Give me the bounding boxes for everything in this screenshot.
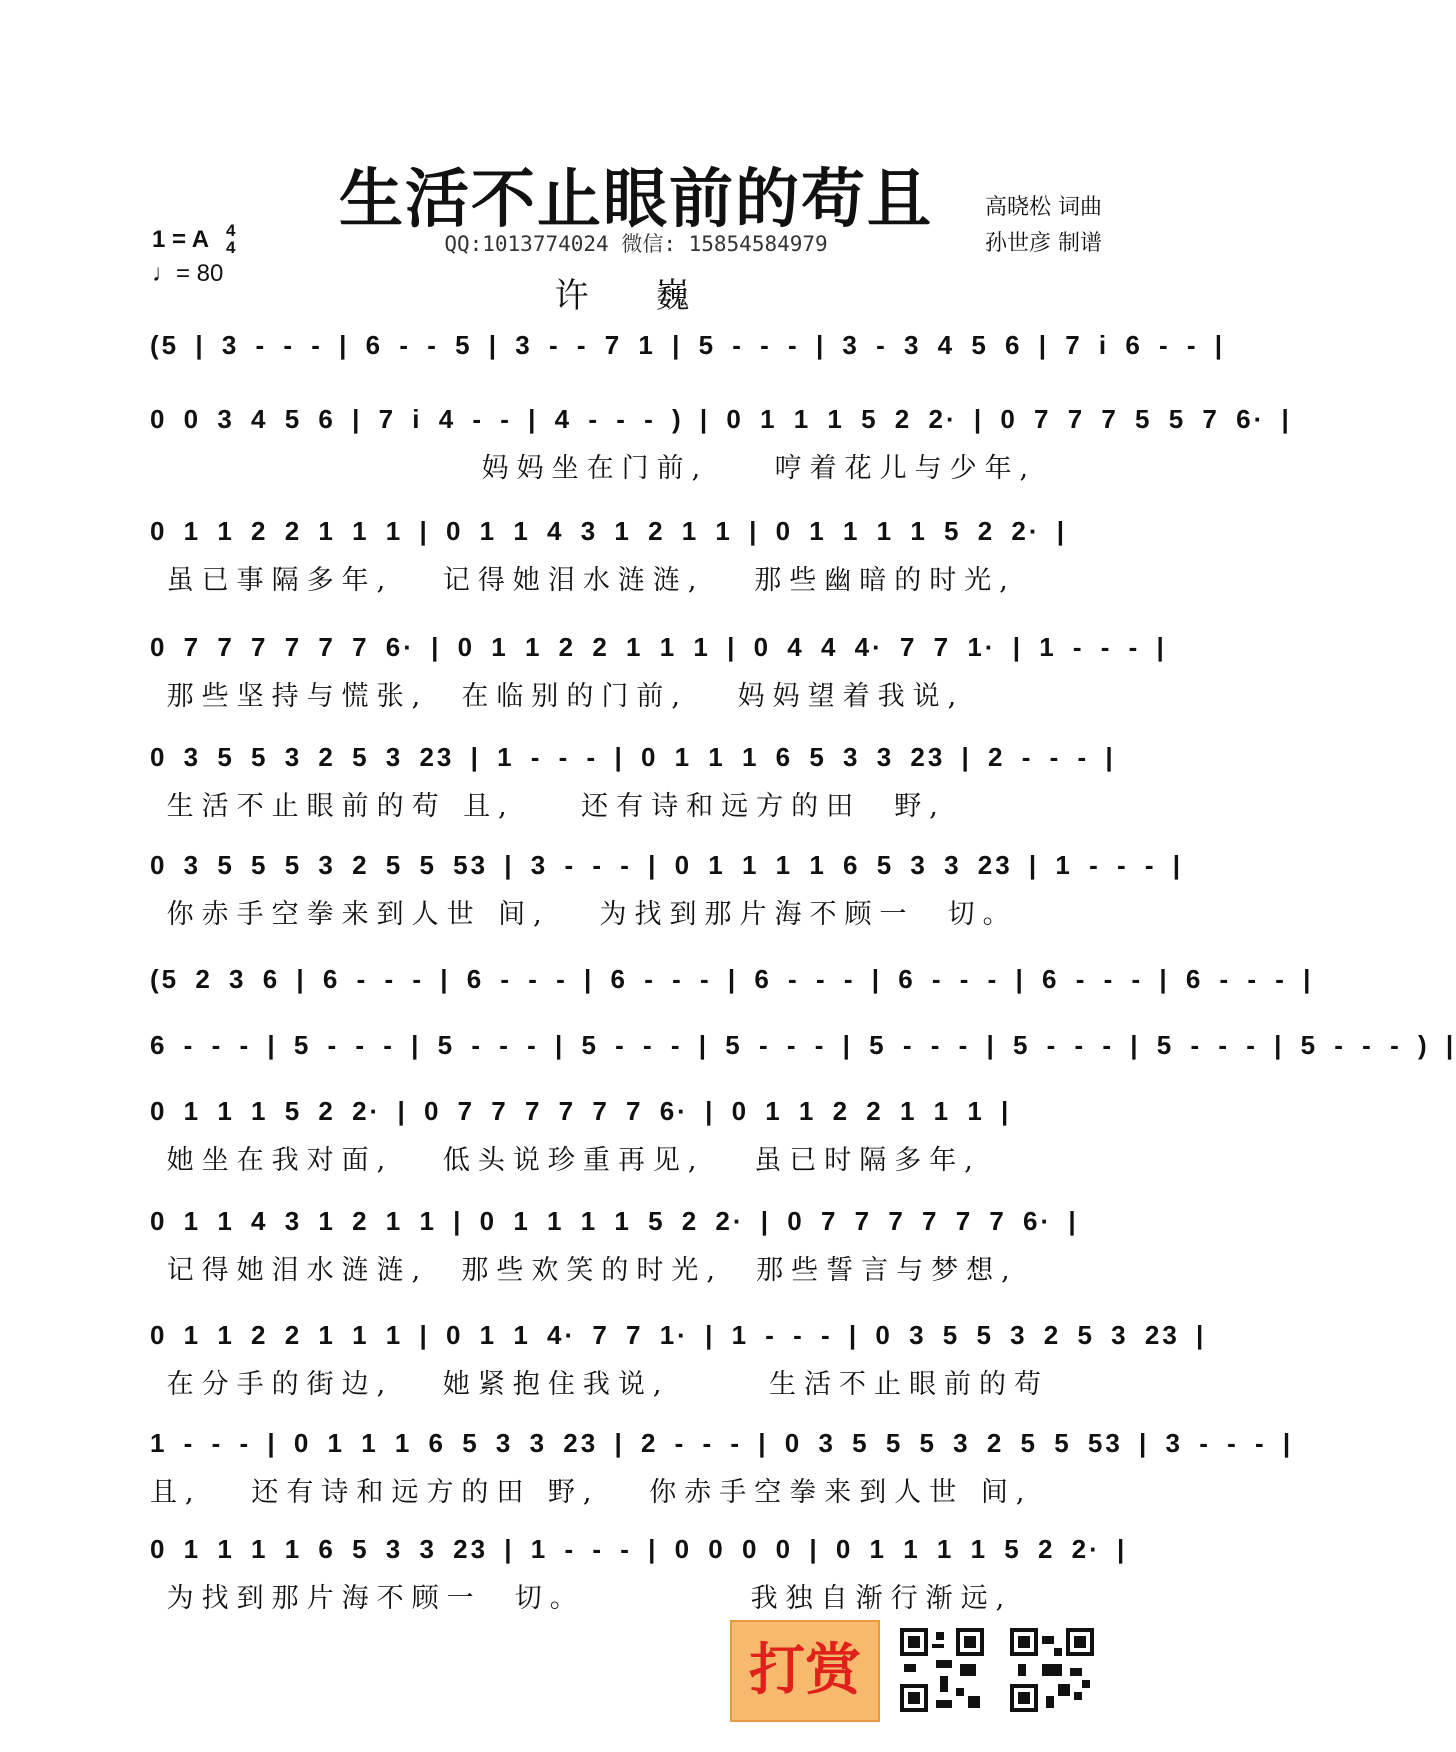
- time-signature: [226, 222, 235, 256]
- reward-button[interactable]: 打赏: [730, 1620, 880, 1722]
- notes: 0 1 1 1 1 6 5 3 3 23 | 1 - - - | 0 0 0 0 | 0 1 1 1 1 5 2 2· |: [150, 1534, 1128, 1564]
- lyrics: 记得她泪水涟涟, 那些欢笑的时光, 那些誓言与梦想,: [150, 1255, 1018, 1286]
- notes: 0 1 1 1 5 2 2· | 0 7 7 7 7 7 7 6· | 0 1 1 2 2 1 1 1 |: [150, 1096, 1012, 1126]
- key-signature: 1 = A: [152, 226, 210, 253]
- notes: (5 | 3 - - - | 6 - - 5 | 3 - - 7 1 | 5 - - - | 3 - 3 4 5 6 | 7 i 6 - - |: [150, 330, 1226, 360]
- lyrics: 在分手的街边, 她紧抱住我说, 生活不止眼前的苟: [150, 1369, 1049, 1400]
- time-signature-bottom: 4: [226, 238, 236, 257]
- notes: 6 - - - | 5 - - - | 5 - - - | 5 - - - | 5 - - - | 5 - - - | 5 - - - | 5 - - - | 5 - - - ) |: [150, 1030, 1456, 1060]
- contact-info: QQ:1013774024 微信: 15854584979: [444, 232, 828, 256]
- lyrics: 为找到那片海不顾一 切。 我独自渐行渐远,: [150, 1583, 1013, 1614]
- qr-code-icon: [1010, 1628, 1094, 1712]
- notes: 1 - - - | 0 1 1 1 6 5 3 3 23 | 2 - - - | 0 3 5 5 5 3 2 5 5 53 | 3 - - - |: [150, 1428, 1294, 1458]
- qr-code-icon: [900, 1628, 984, 1712]
- song-title: 生活不止眼前的苟且: [339, 162, 933, 237]
- lyrics: 生活不止眼前的苟 且, 还有诗和远方的田 野,: [150, 791, 946, 822]
- credit-arranger: 孙世彦 制谱: [985, 231, 1102, 256]
- time-signature-top: 4: [226, 221, 236, 240]
- lyrics: 你赤手空拳来到人世 间, 为找到那片海不顾一 切。: [150, 899, 1018, 930]
- singer-name: 许 巍: [554, 276, 718, 316]
- lyrics: 她坐在我对面, 低头说珍重再见, 虽已时隔多年,: [150, 1145, 981, 1176]
- notes: 0 1 1 4 3 1 2 1 1 | 0 1 1 1 1 5 2 2· | 0 7 7 7 7 7 7 6· |: [150, 1206, 1079, 1236]
- lyrics: 且, 还有诗和远方的田 野, 你赤手空拳来到人世 间,: [150, 1477, 1033, 1508]
- notes: 0 3 5 5 5 3 2 5 5 53 | 3 - - - | 0 1 1 1 1 6 5 3 3 23 | 1 - - - |: [150, 850, 1184, 880]
- notes: 0 1 1 2 2 1 1 1 | 0 1 1 4 3 1 2 1 1 | 0 1 1 1 1 5 2 2· |: [150, 516, 1068, 546]
- lyrics: 妈妈坐在门前, 哼着花儿与少年,: [150, 453, 1037, 484]
- notes: 0 1 1 2 2 1 1 1 | 0 1 1 4· 7 7 1· | 1 - - - | 0 3 5 5 3 2 5 3 23 |: [150, 1320, 1207, 1350]
- lyrics: 虽已事隔多年, 记得她泪水涟涟, 那些幽暗的时光,: [150, 565, 1016, 596]
- notes: 0 7 7 7 7 7 7 6· | 0 1 1 2 2 1 1 1 | 0 4 4 4· 7 7 1· | 1 - - - |: [150, 632, 1167, 662]
- notes: 0 0 3 4 5 6 | 7 i 4 - - | 4 - - - ) | 0 1 1 1 5 2 2· | 0 7 7 7 5 5 7 6· |: [150, 404, 1292, 434]
- notes: (5 2 3 6 | 6 - - - | 6 - - - | 6 - - - | 6 - - - | 6 - - - | 6 - - - | 6 - - - |: [150, 964, 1314, 994]
- lyrics: 那些坚持与慌张, 在临别的门前, 妈妈望着我说,: [150, 681, 965, 712]
- credit-lyrics-music: 高晓松 词曲: [985, 195, 1102, 220]
- notes: 0 3 5 5 3 2 5 3 23 | 1 - - - | 0 1 1 1 6 5 3 3 23 | 2 - - - |: [150, 742, 1116, 772]
- tempo-marking: ♩= 80: [152, 260, 224, 287]
